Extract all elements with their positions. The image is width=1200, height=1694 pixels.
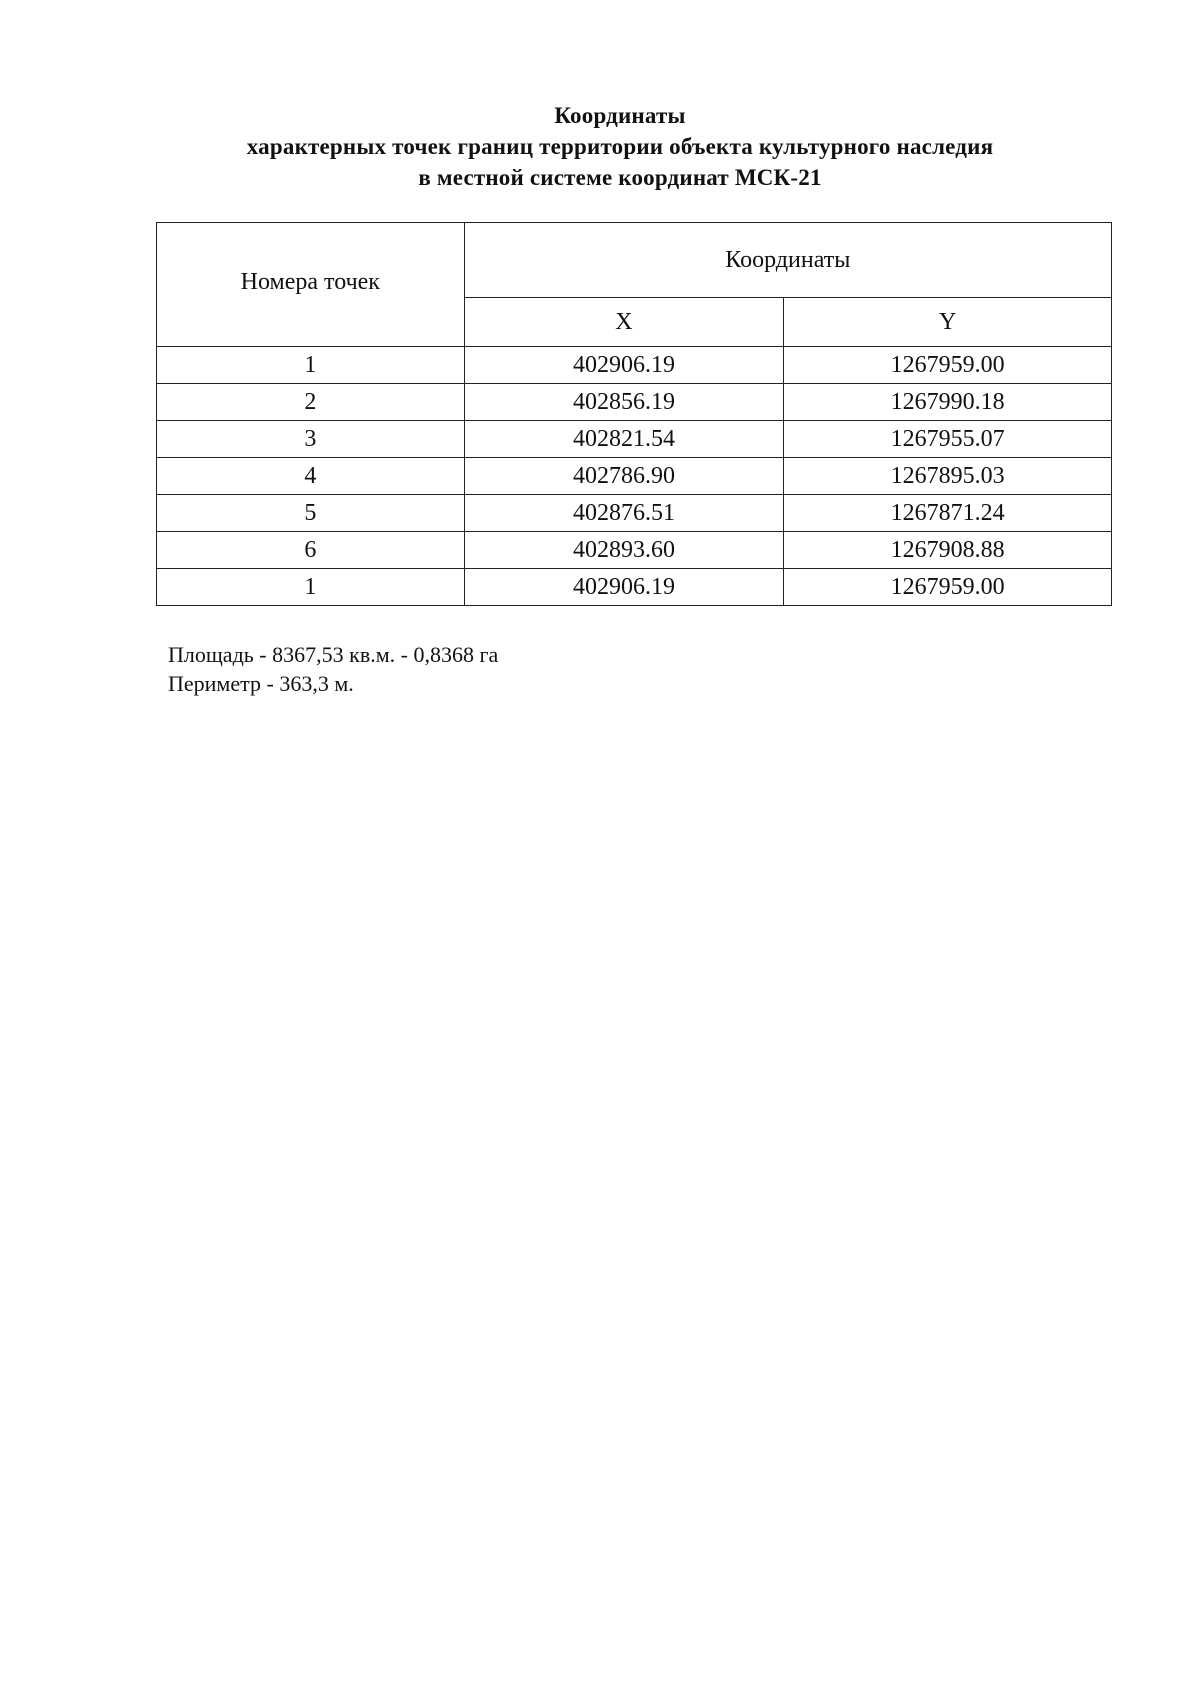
cell-x: 402856.19 <box>464 384 784 421</box>
table-row <box>157 532 1112 569</box>
table-row <box>157 421 1112 458</box>
cell-y: 1267990.18 <box>784 384 1112 421</box>
table-row <box>157 495 1112 532</box>
cell-x: 402821.54 <box>464 421 784 458</box>
summary-block <box>168 640 498 698</box>
cell-y: 1267895.03 <box>784 458 1112 495</box>
perimeter-text: Периметр - 363,3 м. <box>168 671 354 696</box>
cell-point-number: 2 <box>157 384 465 421</box>
cell-x: 402876.51 <box>464 495 784 532</box>
cell-y: 1267871.24 <box>784 495 1112 532</box>
cell-point-number: 1 <box>157 569 465 606</box>
cell-y: 1267959.00 <box>784 569 1112 606</box>
table-row <box>157 569 1112 606</box>
cell-x: 402906.19 <box>464 569 784 606</box>
cell-point-number: 3 <box>157 421 465 458</box>
cell-x: 402906.19 <box>464 347 784 384</box>
cell-y: 1267908.88 <box>784 532 1112 569</box>
coordinates-table <box>156 222 1112 606</box>
cell-point-number: 4 <box>157 458 465 495</box>
header-point-numbers <box>157 223 465 347</box>
cell-point-number: 5 <box>157 495 465 532</box>
cell-y: 1267959.00 <box>784 347 1112 384</box>
header-coordinates: Координаты <box>464 223 1111 298</box>
document-title <box>0 100 1200 193</box>
area-text: Площадь - 8367,53 кв.м. - 0,8368 га <box>168 642 499 667</box>
table-row <box>157 347 1112 384</box>
table-row <box>157 384 1112 421</box>
header-y: Y <box>784 298 1112 347</box>
table-row <box>157 458 1112 495</box>
cell-point-number: 6 <box>157 532 465 569</box>
header-x: X <box>464 298 784 347</box>
header-point-numbers-label: Номера точек <box>240 269 380 295</box>
cell-point-number: 1 <box>157 347 465 384</box>
title-line-1: Координаты <box>554 103 686 128</box>
title-line-2: характерных точек границ территории объекта культурного наследия <box>246 134 994 159</box>
cell-y: 1267955.07 <box>784 421 1112 458</box>
cell-x: 402893.60 <box>464 532 784 569</box>
cell-x: 402786.90 <box>464 458 784 495</box>
title-line-3: в местной системе координат МСК-21 <box>418 165 822 190</box>
